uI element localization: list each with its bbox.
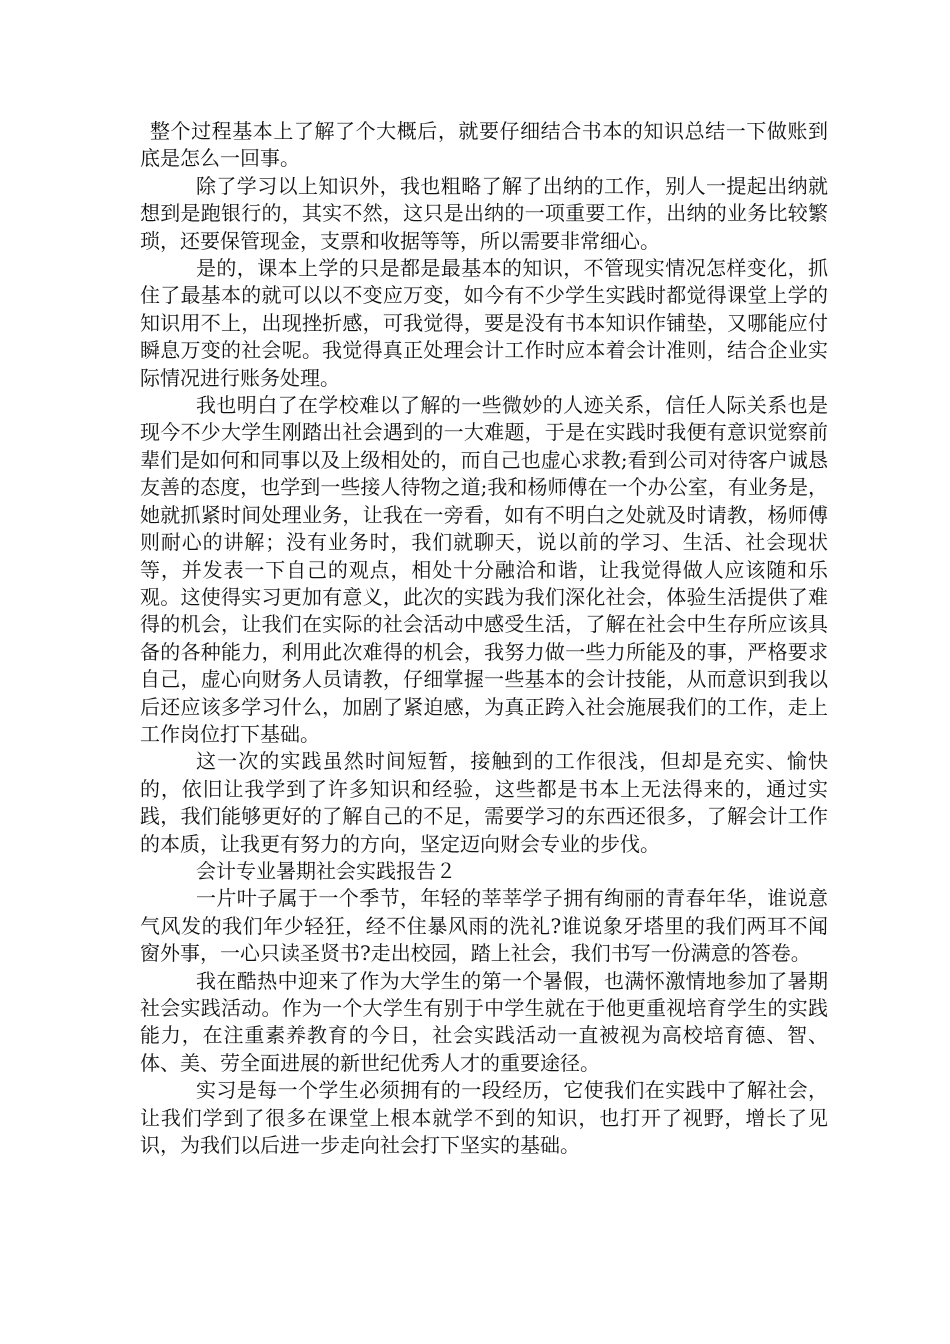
paragraph-3: 是的，课本上学的只是都是最基本的知识，不管现实情况怎样变化，抓住了最基本的就可以以不变应万变，如今有不少学生实践时都觉得课堂上学的知识用不上，出现挫折感，可我觉得，要是没有书本知识作铺垫，又哪能应付瞬息万变的社会呢。我觉得真正处理会计工作时应本着会计准则，结合企业实际情况进行账务处理。 (140, 256, 828, 390)
section-heading: 会计专业暑期社会实践报告２ (196, 858, 456, 883)
paragraph-2: 除了学习以上知识外，我也粗略了解了出纳的工作，别人一提起出纳就想到是跑银行的，其实不然，这只是出纳的一项重要工作，出纳的业务比较繁琐，还要保管现金，支票和收据等等，所以需要非常细心。 (140, 173, 828, 253)
paragraph-6: 一片叶子属于一个季节，年轻的莘莘学子拥有绚丽的青春年华，谁说意气风发的我们年少轻狂，经不住暴风雨的洗礼?谁说象牙塔里的我们两耳不闻窗外事，一心只读圣贤书?走出校园，踏上社会，我们书写一份满意的答卷。 (140, 886, 828, 966)
paragraph-4: 我也明白了在学校难以了解的一些微妙的人迹关系，信任人际关系也是现今不少大学生刚踏出社会遇到的一大难题，于是在实践时我便有意识觉察前辈们是如何和同事以及上级相处的，而自己也虚心求教;看到公司对待客户诚恳友善的态度，也学到一些接人待物之道;我和杨师傅在一个办公室，有业务是，她就抓紧时间处理业务，让我在一旁看，如有不明白之处就及时请教，杨师傅则耐心的讲解；没有业务时，我们就聊天，说以前的学习、生活、社会现状等，并发表一下自己的观点，相处十分融洽和谐，让我觉得做人应该随和乐观。这使得实习更加有意义，此次的实践为我们深化社会，体验生活提供了难得的机会，让我们在实际的社会活动中感受生活，了解在社会中生存所应该具备的各种能力，利用此次难得的机会，我努力做一些力所能及的事，严格要求自己，虚心向财务人员请教，仔细掌握一些基本的会计技能，从而意识到我以后还应该多学习什么，加剧了紧迫感，为真正跨入社会施展我们的工作，走上工作岗位打下基础。 (140, 393, 828, 746)
paragraph-7: 我在酷热中迎来了作为大学生的第一个暑假，也满怀激情地参加了暑期社会实践活动。作为一个大学生有别于中学生就在于他更重视培育学生的实践能力，在注重素养教育的今日，社会实践活动一直被视为高校培育德、智、体、美、劳全面进展的新世纪优秀人才的重要途径。 (140, 968, 828, 1075)
document-body (140, 118, 828, 1159)
paragraph-5: 这一次的实践虽然时间短暂，接触到的工作很浅，但却是充实、愉快的，依旧让我学到了许多知识和经验，这些都是书本上无法得来的，通过实践，我们能够更好的了解自己的不足，需要学习的东西还很多，了解会计工作的本质，让我更有努力的方向，坚定迈向财会专业的步伐。 (140, 749, 828, 856)
paragraph-1: 整个过程基本上了解了个大概后，就要仔细结合书本的知识总结一下做账到底是怎么一回事。 (140, 119, 828, 171)
paragraph-8: 实习是每一个学生必须拥有的一段经历，它使我们在实践中了解社会，让我们学到了很多在课堂上根本就学不到的知识，也打开了视野，增长了见识，为我们以后进一步走向社会打下坚实的基础。 (140, 1078, 828, 1158)
